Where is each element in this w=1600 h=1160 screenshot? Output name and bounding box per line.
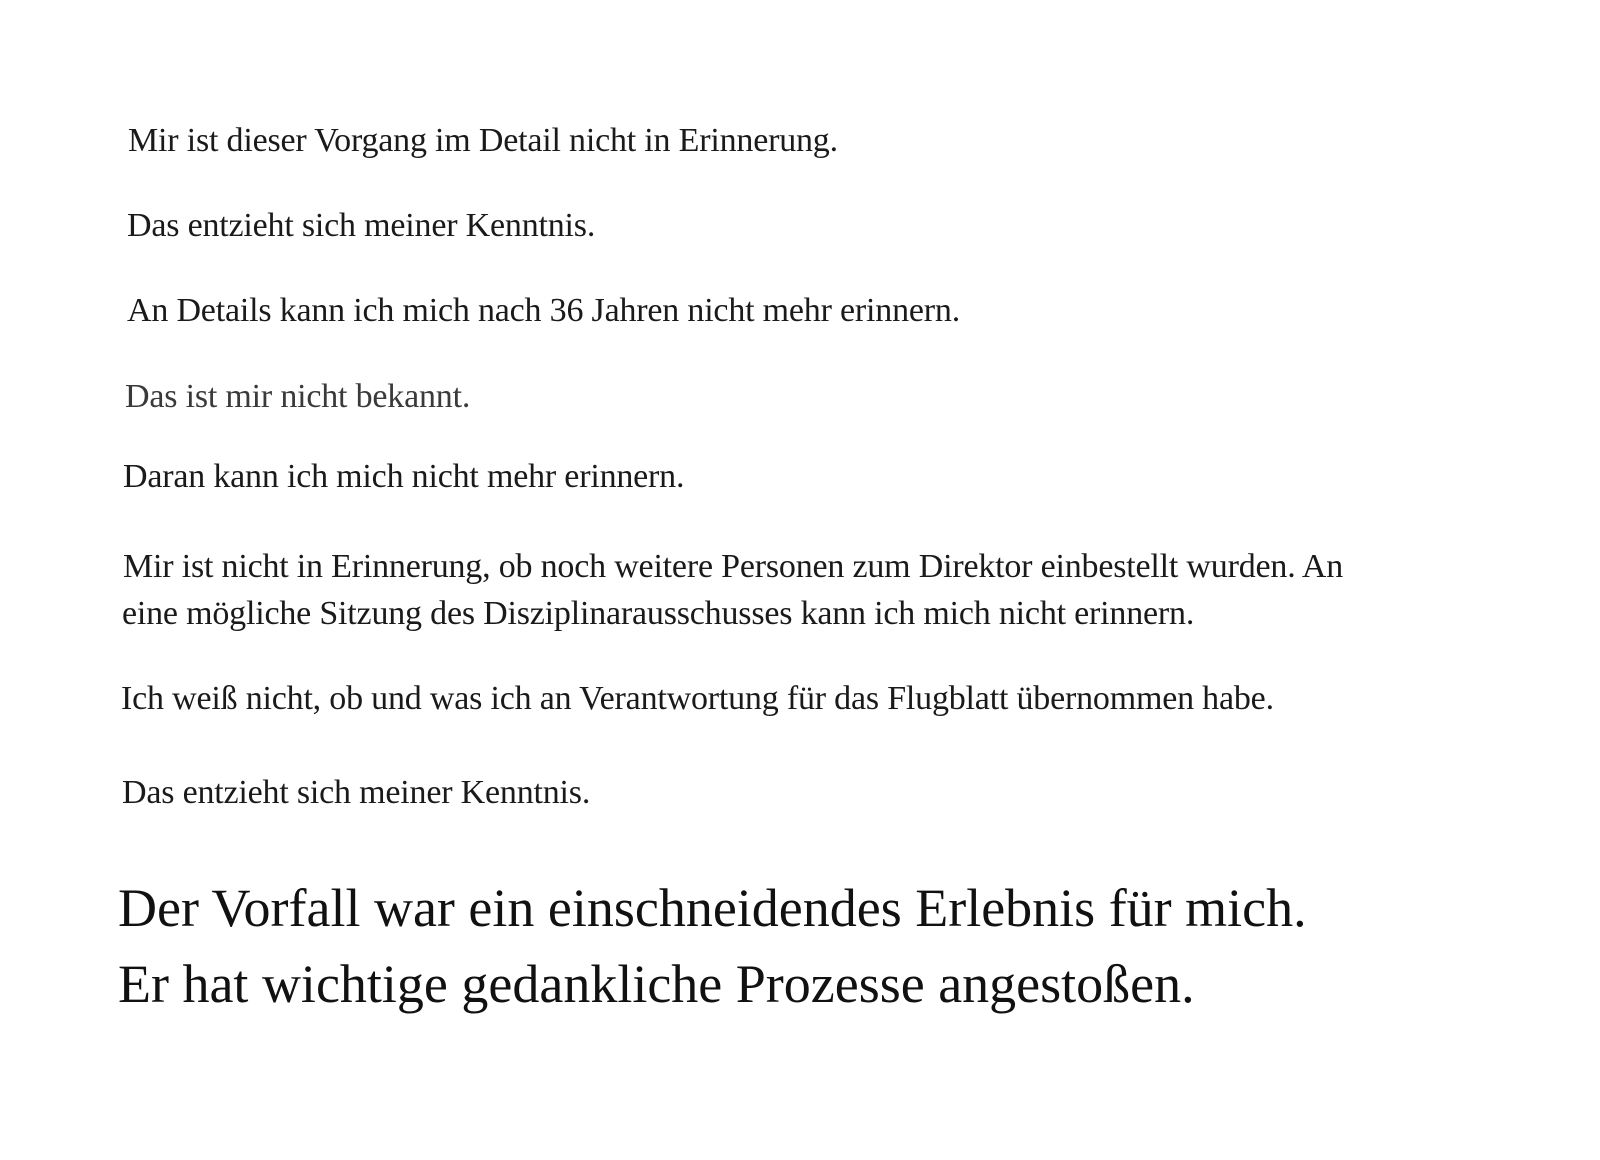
statement-5: Daran kann ich mich nicht mehr erinnern. — [123, 458, 685, 495]
statement-6-line-1: Mir ist nicht in Erinnerung, ob noch weitere Personen zum Direktor einbestellt wurden. An — [123, 548, 1344, 585]
statement-3: An Details kann ich mich nach 36 Jahren nicht mehr erinnern. — [127, 292, 961, 329]
closing-line-1: Der Vorfall war ein einschneidendes Erlebnis für mich. — [118, 878, 1307, 938]
closing-line-2: Er hat wichtige gedankliche Prozesse angestoßen. — [118, 954, 1195, 1014]
statement-6-line-2: eine mögliche Sitzung des Disziplinarausschusses kann ich mich nicht erinnern. — [122, 595, 1195, 632]
statement-1: Mir ist dieser Vorgang im Detail nicht in Erinnerung. — [128, 122, 838, 159]
statement-4: Das ist mir nicht bekannt. — [125, 378, 471, 415]
statement-2: Das entzieht sich meiner Kenntnis. — [127, 207, 596, 244]
statement-8: Das entzieht sich meiner Kenntnis. — [122, 774, 591, 811]
statement-7: Ich weiß nicht, ob und was ich an Verantwortung für das Flugblatt übernommen habe. — [121, 680, 1274, 717]
